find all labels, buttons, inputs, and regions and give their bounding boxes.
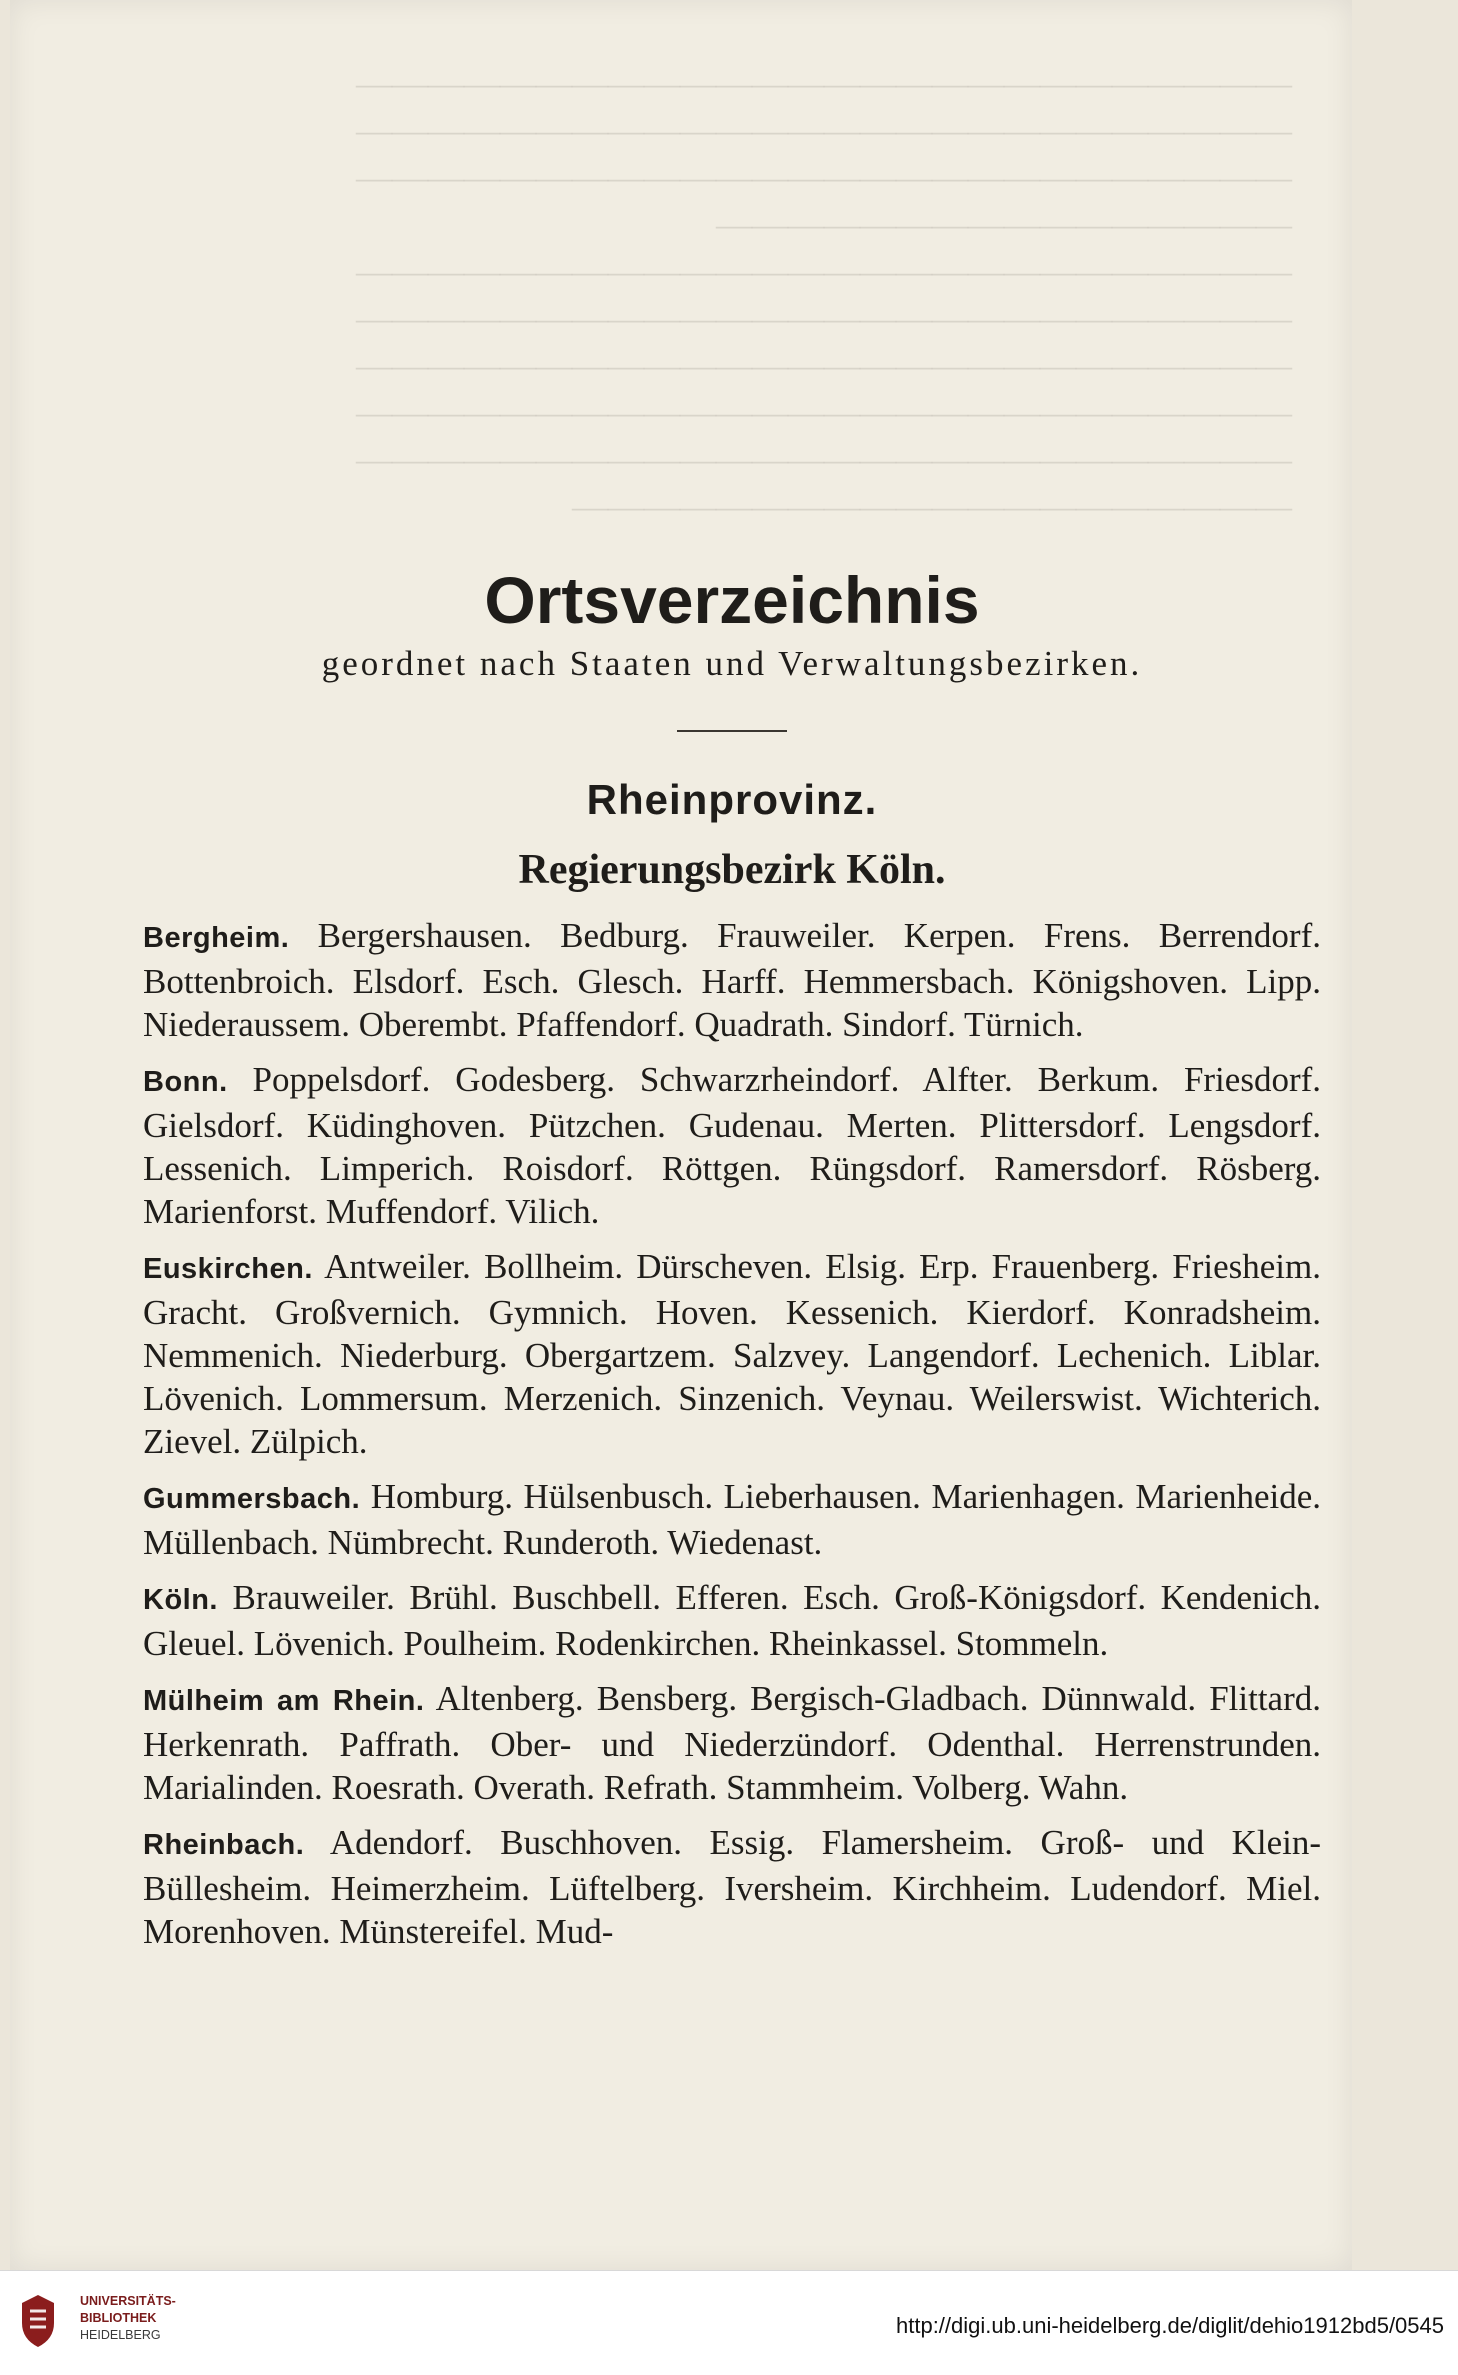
list-item <box>143 914 1321 1046</box>
entry-head: Euskirchen. <box>143 1253 313 1285</box>
entry-head: Rheinbach. <box>143 1829 305 1861</box>
entry-text: Adendorf. Buschhoven. Essig. Flamersheim. Groß- und Klein-Büllesheim. Heimerzheim. Lüftelberg. Iversheim. Kirchheim. Ludendorf. Miel. Morenhoven. Münstereifel. Mud- <box>143 1823 1321 1951</box>
list-item <box>143 1576 1321 1665</box>
list-item <box>143 1245 1321 1463</box>
library-logo-text[interactable] <box>80 2293 176 2344</box>
district-heading: Regierungsbezirk Köln. <box>518 847 946 893</box>
entry-head: Gummersbach. <box>143 1483 361 1515</box>
viewer-footer <box>0 2270 1458 2375</box>
entry-head: Bergheim. <box>143 922 290 954</box>
list-item <box>143 1677 1321 1809</box>
page-title: Ortsverzeichnis <box>484 563 980 637</box>
entry-head: Köln. <box>143 1584 218 1616</box>
entry-text: Poppelsdorf. Godesberg. Schwarzrheindorf. Alfter. Berkum. Friesdorf. Gielsdorf. Küdinghoven. Pützchen. Gudenau. Merten. Plittersdorf. Lengsdorf. Lessenich. Limperich. Roisdorf. Röttgen. Rüngsdorf. Ramersdorf. Rösberg. Marienforst. Muffendorf. Vilich. <box>143 1060 1321 1231</box>
entry-text: Bergershausen. Bedburg. Frauweiler. Kerpen. Frens. Berrendorf. Bottenbroich. Elsdorf. Esch. Glesch. Harff. Hemmersbach. Königshoven. Lipp. Niederaussem. Oberembt. Pfaffendorf. Quadrath. Sindorf. Türnich. <box>143 916 1321 1044</box>
library-logo-icon <box>18 2293 58 2349</box>
logo-line-2: BIBLIOTHEK <box>80 2311 157 2325</box>
logo-line-3: HEIDELBERG <box>80 2328 161 2342</box>
list-item <box>143 1821 1321 1953</box>
permalink-url[interactable]: http://digi.ub.uni-heidelberg.de/diglit/dehio1912bd5/0545 <box>896 2313 1444 2338</box>
page-content <box>143 560 1321 1965</box>
show-through-text: —————————————————————————— —————————————————————————— —————————————————————————— ———————————————— —————————————————————————— —————————————————————————— —————————————————————————— —————————————————————————— —————————————————————————— ———————————————————— <box>356 63 1292 526</box>
entry-text: Homburg. Hülsenbusch. Lieberhausen. Marienhagen. Marienheide. Müllenbach. Nümbrecht. Runderoth. Wiedenast. <box>143 1477 1322 1562</box>
entry-text: Antweiler. Bollheim. Dürscheven. Elsig. Erp. Frauenberg. Friesheim. Gracht. Großvernich. Gymnich. Hoven. Kessenich. Kierdorf. Konradsheim. Nemmenich. Niederburg. Obergartzem. Salzvey. Langendorf. Lechenich. Liblar. Lövenich. Lommersum. Merzenich. Sinzenich. Veynau. Weilerswist. Wichterich. Zievel. Zülpich. <box>143 1247 1321 1461</box>
list-item <box>143 1058 1321 1233</box>
entry-text: Altenberg. Bensberg. Bergisch-Gladbach. Dünnwald. Flittard. Herkenrath. Paffrath. Ober- und Niederzündorf. Odenthal. Herrenstrunden. Marialinden. Roesrath. Overath. Refrath. Stammheim. Volberg. Wahn. <box>143 1679 1321 1807</box>
province-heading: Rheinprovinz. <box>586 776 878 823</box>
logo-line-1: UNIVERSITÄTS- <box>80 2294 176 2308</box>
page-subtitle: geordnet nach Staaten und Verwaltungsbezirken. <box>321 644 1143 683</box>
entry-head: Bonn. <box>143 1066 228 1098</box>
divider <box>677 730 787 732</box>
list-item <box>143 1475 1321 1564</box>
book-page <box>10 0 1352 2270</box>
entry-text: Brauweiler. Brühl. Buschbell. Efferen. Esch. Groß-Königsdorf. Kendenich. Gleuel. Lövenich. Poulheim. Rodenkirchen. Rheinkassel. Stommeln. <box>143 1578 1322 1663</box>
entry-head: Mülheim am Rhein. <box>143 1685 425 1717</box>
